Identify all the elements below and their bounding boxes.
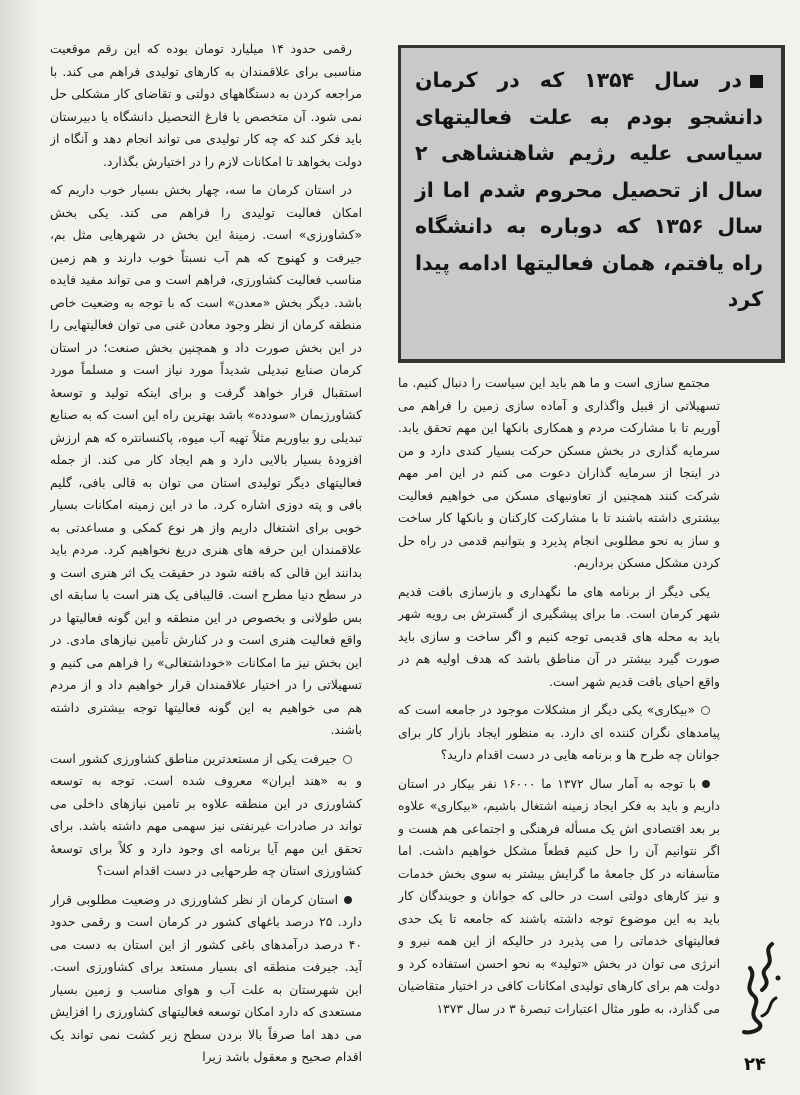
left-text-column <box>50 38 362 1068</box>
right-paragraph-2: یکی دیگر از برنامه های ما نگهداری و بازسازی بافت قدیم شهر کرمان است. ما برای پیشگیری از گسترش بی رویه شهر باید به محله های قدیمی توجه کنیم و اگر ساخت و سازی باید صورت گیرد بیشتر در آن مناطق باشد که هدف اولیه هم در واقع احیای بافت قدیم شهر است. <box>398 584 720 689</box>
right-paragraph-1: مجتمع سازی است و ما هم باید این سیاست را دنبال کنیم. ما تسهیلاتی از قبیل واگذاری و آماده سازی زمین را فراهم می آوریم تا با مشارکت مردم و همکاری بانکها این مهم تحقق یابد. سرمایه گذاری در بخش مسکن حرکت بسیار کندی دارد و من در اینجا از سرمایه گذاران دعوت می کنم در این امر مهم شرکت کنند همچنین از تعاونیهای مسکن می خواهیم فعالیت بیشتری داشته باشند تا با مشارکت کارکنان و بانکها کار ساخت و ساز به نحو مطلوبی انجام پذیرد و بتوانیم قدمی در راه حل کردن مشکل مسکن برداریم. <box>398 376 720 570</box>
question-marker-icon <box>701 706 710 715</box>
left-paragraph-1: رقمی حدود ۱۴ میلیارد تومان بوده که این رقم موقعیت مناسبی برای علاقمندان به کارهای تولیدی فراهم می کند. با مراجعه کردن به دستگاههای دولتی و تقاضای کار مشکلی حل نمی شود. آن متخصص یا فارغ التحصیل دانشگاه یا دبیرستان باید فکر کند که چه کار تولیدی می تواند انجام دهد و آنگاه از دولت بخواهد تا امکانات لازم را در اختیارش بگذارد. <box>50 42 362 169</box>
pull-quote-text: در سال ۱۳۵۴ که در کرمان دانشجو بودم به علت فعالیتهای سیاسی علیه رژیم شاهنشاهی ۲ سال از تحصیل محروم شدم اما از سال ۱۳۵۶ که دوباره به دانشگاه راه یافتم، همان فعالیتها ادامه پیدا کرد <box>415 68 763 311</box>
left-paragraph-2: در استان کرمان ما سه، چهار بخش بسیار خوب داریم که امکان فعالیت تولیدی را فراهم می کند. یکی بخش «کشاورزی» است. زمینهٔ این بخش در شهرهایی مثل بم، جیرفت و کهنوج که هم آب نسبتاً خوب دارند و هم زمین مناسب فعالیت کشاورزی، فراهم است و می تواند مفید فایده باشد. دیگر بخش «معدن» است که با توجه به وضعیت خاص منطقه کرمان از نظر وجود معادن غنی می توان فعالیتهایی را در این بخش صورت داد و همچنین بخش صنعت؛ در استان کرمان صنایع تبدیلی شدیداً مورد نیاز است و مسلماً مورد استقبال قرار خواهد گرفت و برای اینکه تولید و توسعهٔ کشاورزیمان «سودده» باشد بهترین راه این است که به صنایع تبدیلی رو بیاوریم مثلاً تهیه آب میوه، پاکنسانتره که هم ارزش افزودهٔ بسیار بالایی دارد و هم ایجاد کار می کند. از جمله فعالیتهای دیگر تولیدی استان می توان به قالی بافی، گلیم بافی و پته دوزی اشاره کرد. ما در این زمینه امکانات بسیار خوبی برای اشتغال داریم واز هر نوع کمکی و مساعدتی به علاقمندان این حرفه های هنری دریغ نخواهیم کرد. مردم باید بدانند این قالی که بافته شود در حقیقت یک اثر هنری است و در سطح دنیا مطرح است. قالیبافی یک هنر است با سابقه ای بس طولانی و بخصوص در این منطقه و این گونه فعالیتها در واقع فعالیت هنری است و در کنارش تأمین نیازهای مادی. در این بخش نیز ما امکانات «خوداشتغالی» را فراهم می کنیم و تسهیلاتی را در اختیار علاقمندان قرار خواهیم داد و از مردم هم می خواهیم به این گونه فعالیتها توجه بیشتری داشته باشند. <box>50 183 362 737</box>
right-answer-1: با توجه به آمار سال ۱۳۷۲ ما ۱۶۰۰۰ نفر بیکار در استان داریم و باید به فکر ایجاد زمینه اشتغال باشیم، «بیکاری» علاوه بر بعد اقتصادی اش یک مسأله فرهنگی و اجتماعی هم هست و اگر نتوانیم آن را حل کنیم قطعاً مشکل خواهیم داشت. اما متأسفانه در کل جامعهٔ ما گرایش بیشتر به سوی بخش خدمات و نیز کارهای دولتی است در حالی که جوانان و جویندگان کار باید به این موضوع توجه داشته باشند که جامعه تا یک حدی فعالیتهای خدماتی را می پذیرد در حالیکه از این همه نیرو و انرژی می توان در بخش «تولید» به نحو احسن استفاده کرد و دولت هم برای کارهای تولیدی امکانات کافی در اختیار متقاضیان می گذارد، به طور مثال اعتبارات تبصرهٔ ۳ در سال ۱۳۷۳ <box>398 776 720 1016</box>
kerman-calligraphy-logo <box>732 938 788 1038</box>
question-marker-icon <box>343 755 352 764</box>
pull-quote-box <box>398 45 785 363</box>
page-number: ۲۴ <box>744 1054 766 1075</box>
answer-bullet-icon <box>344 896 352 904</box>
square-bullet-icon <box>750 75 763 88</box>
right-text-column <box>398 372 720 1042</box>
left-question-1: جیرفت یکی از مستعدترین مناطق کشاورزی کشور است و به «هند ایران» معروف شده است. توجه به توسعه کشاورزی در این منطقه علاوه بر تامین نیازهای داخلی می تواند در صادرات غیرنفتی نیز سهمی مهم داشته باشد. برای تحقق این مهم آیا برنامه ای وجود دارد و کلاً برای توسعهٔ کشاورزی استان چه طرحهایی در دست اقدام است؟ <box>50 751 362 878</box>
answer-bullet-icon <box>702 780 710 788</box>
right-question-1: «بیکاری» یکی دیگر از مشکلات موجود در جامعه است که پیامدهای نگران کننده ای دارد. به منظور ایجاد بازار کار برای جوانان چه طرح ها و برنامه هایی در دست اقدام دارید؟ <box>398 703 720 762</box>
page-gutter-shadow <box>0 0 40 1095</box>
left-answer-1: استان کرمان از نظر کشاورزی در وضعیت مطلوبی قرار دارد. ۲۵ درصد باغهای کشور در کرمان است و رقمی حدود ۴۰ درصد درآمدهای باغی کشور از این استان به دست می آید. جیرفت منطقه ای بسیار مستعد برای کشاورزی است. این شهرستان به علت آب و هوای مناسب و زمین بسیار مستعدی که دارد امکان توسعه فعالیتهای کشاورزی را افزایش می دهد اما صرفاً بالا بردن سطح زیر کشت نمی تواند یک اقدام صحیح و معقول باشد زیرا <box>50 892 362 1064</box>
